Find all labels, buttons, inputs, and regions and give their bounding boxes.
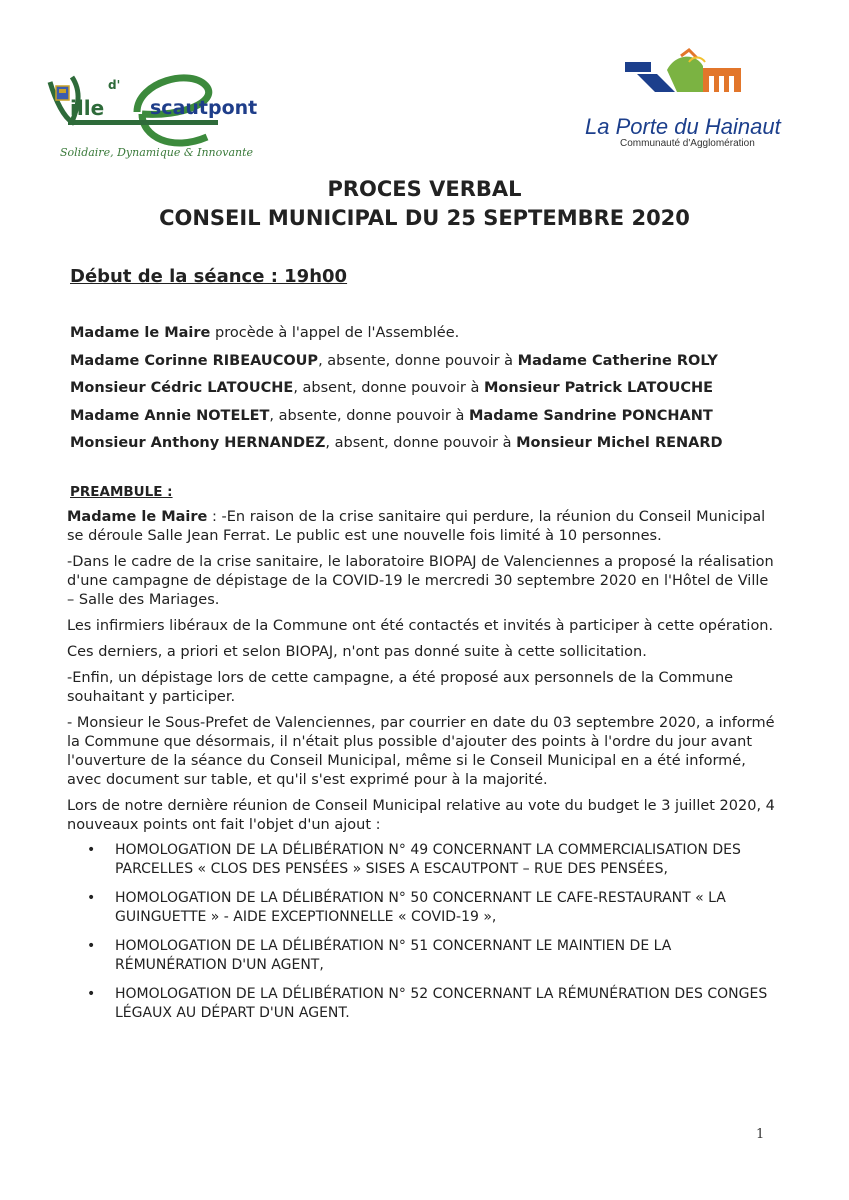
- preambule-paragraph: Lors de notre dernière réunion de Conseil Municipal relative au vote du budget le 3 juillet 2020, 4 nouveaux points ont fait l'objet d'un ajout :: [67, 798, 775, 833]
- preambule-paragraph: -Dans le cadre de la crise sanitaire, le laboratoire BIOPAJ de Valenciennes a proposé la réalisation d'une campagne de dépistage de la COVID-19 le mercredi 30 septembre 2020 en l'Hôtel de Ville – Salle des Mariages.: [67, 554, 774, 608]
- attendance-text: , absent, donne pouvoir à: [293, 380, 484, 396]
- session-start-heading: Début de la séance : 19h00: [70, 266, 348, 287]
- homologation-list: [67, 841, 777, 1023]
- list-item: [67, 841, 777, 879]
- preambule-speaker: Madame le Maire: [67, 509, 208, 525]
- attendance-proxy: Madame Catherine ROLY: [517, 352, 718, 369]
- attendance-text: , absente, donne pouvoir à: [269, 407, 469, 424]
- logo-ville-text: ille: [70, 96, 105, 120]
- logo-d-text: d': [108, 78, 121, 92]
- logo-tagline: Solidaire, Dynamique & Innovante: [60, 146, 254, 159]
- logo-escautpont-text: scautpont: [150, 97, 258, 119]
- attendance-line: [70, 430, 790, 458]
- attendance-proxy: Madame Sandrine PONCHANT: [469, 407, 713, 424]
- list-item: [67, 937, 777, 975]
- attendance-text: , absente, donne pouvoir à: [318, 352, 518, 369]
- preambule-paragraph: - Monsieur le Sous-Prefet de Valenciennes, par courrier en date du 03 septembre 2020, a informé la Commune que désormais, il n'était plus possible d'ajouter des points à l'ordre du jour avant l'ouverture de la séance du Conseil Municipal, même si le Conseil Municipal en a été informé, avec document sur table, et qu'il s'est exprimé pour à la majorité.: [67, 715, 775, 788]
- attendance-proxy: Monsieur Patrick LATOUCHE: [484, 380, 714, 396]
- attendance-text: , absent, donne pouvoir à: [325, 435, 517, 451]
- bullet-icon: •: [87, 938, 96, 954]
- attendance-name: Madame Corinne RIBEAUCOUP: [70, 352, 319, 369]
- list-item-text: HOMOLOGATION DE LA DÉLIBÉRATION N° 50 CONCERNANT LE CAFE-RESTAURANT « LA GUINGUETTE » - AIDE EXCEPTIONNELLE « COVID-19 »,: [115, 890, 726, 925]
- attendance-name: Monsieur Cédric LATOUCHE: [70, 380, 294, 396]
- attendance-name: Madame le Maire: [70, 325, 211, 341]
- bullet-icon: •: [87, 890, 96, 906]
- bullet-icon: •: [87, 986, 96, 1002]
- hainaut-emblem-icon: [585, 48, 805, 118]
- list-item-text: HOMOLOGATION DE LA DÉLIBÉRATION N° 52 CONCERNANT LA RÉMUNÉRATION DES CONGES LÉGAUX AU DÉPART D'UN AGENT.: [115, 986, 768, 1021]
- preambule-paragraph: [67, 508, 777, 546]
- preambule-heading: PREAMBULE :: [70, 484, 173, 500]
- attendance-line: [70, 403, 790, 431]
- attendance-line: [70, 320, 790, 348]
- preambule-paragraph: Les infirmiers libéraux de la Commune ont été contactés et invités à participer à cette opération.: [67, 618, 774, 634]
- attendance-name: Monsieur Anthony HERNANDEZ: [70, 435, 326, 451]
- bullet-icon: •: [87, 842, 96, 858]
- document-subtitle: CONSEIL MUNICIPAL DU 25 SEPTEMBRE 2020: [159, 206, 690, 230]
- list-item-text: HOMOLOGATION DE LA DÉLIBÉRATION N° 49 CONCERNANT LA COMMERCIALISATION DES PARCELLES « CLOS DES PENSÉES » SISES A ESCAUTPONT – RUE DES PENSÉES,: [115, 842, 741, 877]
- attendance-name: Madame Annie NOTELET: [70, 407, 270, 424]
- attendance-list: [70, 320, 790, 458]
- attendance-line: [70, 348, 790, 376]
- hainaut-subtitle: Communauté d'Agglomération: [620, 138, 755, 149]
- preambule-lead-text: : -En raison de la crise sanitaire qui perdure, la réunion du Conseil Municipal se déroule Salle Jean Ferrat. Le public est une nouvelle fois limité à 10 personnes.: [67, 509, 766, 544]
- list-item: [67, 889, 777, 927]
- page-number: 1: [756, 1127, 765, 1142]
- preambule-body: [67, 508, 777, 1033]
- attendance-line: [70, 375, 790, 403]
- attendance-text: procède à l'appel de l'Assemblée.: [210, 325, 460, 341]
- hainaut-name: La Porte du Hainaut: [585, 114, 781, 139]
- list-item-text: HOMOLOGATION DE LA DÉLIBÉRATION N° 51 CONCERNANT LE MAINTIEN DE LA RÉMUNÉRATION D'UN AGENT,: [115, 938, 672, 973]
- attendance-proxy: Monsieur Michel RENARD: [516, 435, 723, 451]
- list-item: [67, 985, 777, 1023]
- preambule-paragraph: Ces derniers, a priori et selon BIOPAJ, n'ont pas donné suite à cette sollicitation.: [67, 644, 647, 660]
- document-title: PROCES VERBAL: [327, 177, 522, 201]
- preambule-paragraph: -Enfin, un dépistage lors de cette campagne, a été proposé aux personnels de la Commune souhaitant y participer.: [67, 670, 734, 705]
